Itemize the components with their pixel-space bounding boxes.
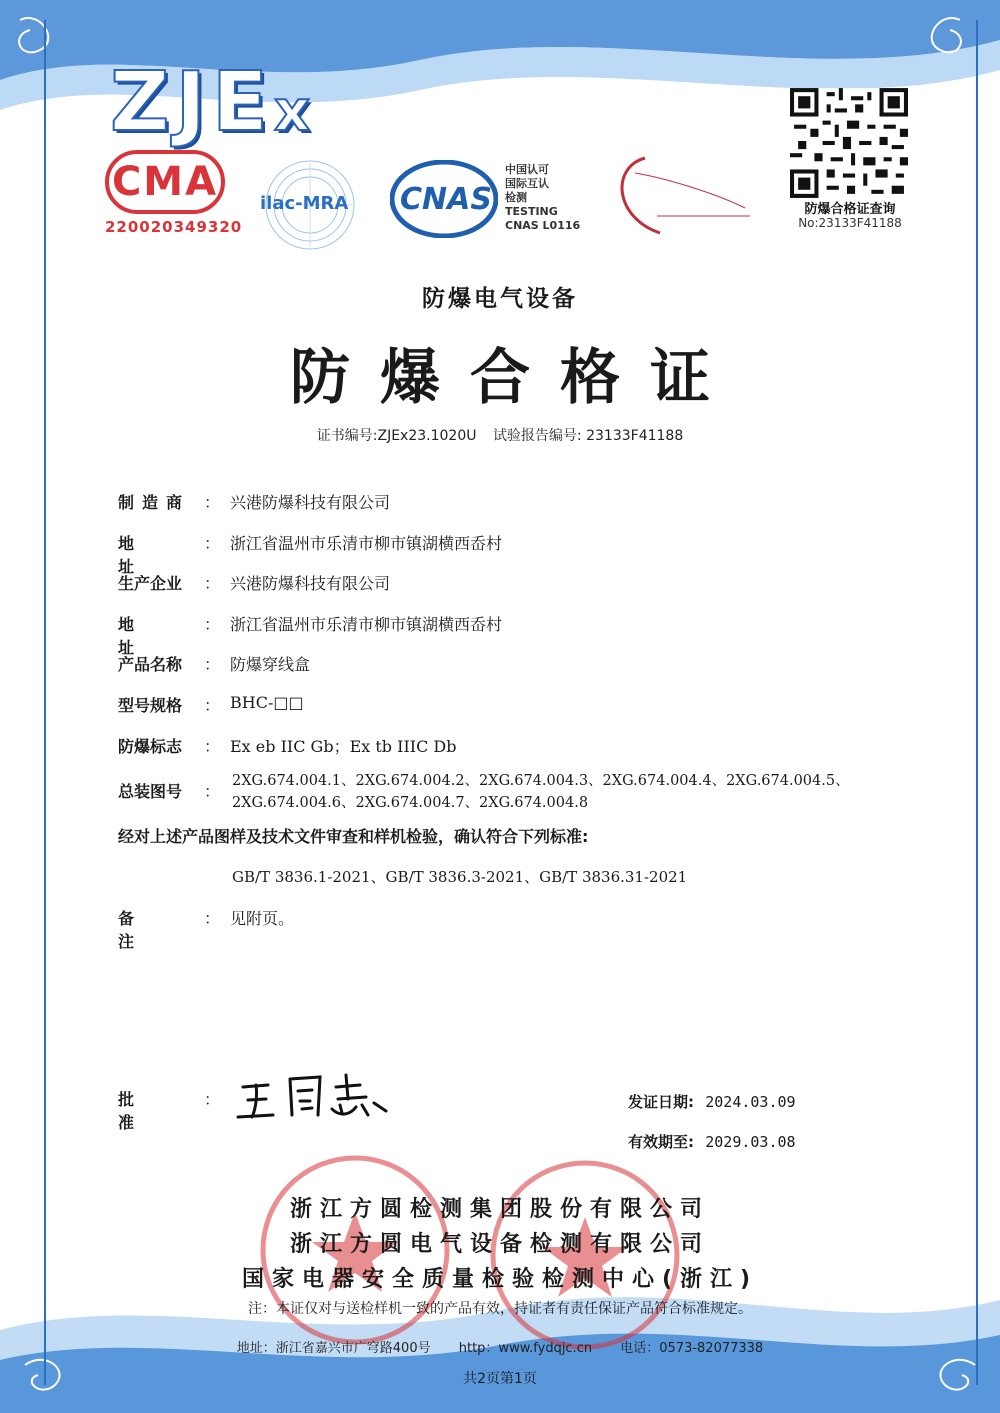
producer-row xyxy=(118,571,390,594)
footer-note: 注：本证仅对与送检样机一致的产品有效，持证者有责任保证产品符合标准规定。 xyxy=(248,1301,752,1317)
document-subtitle: 防爆电气设备 xyxy=(422,286,578,312)
drawing-row xyxy=(118,779,230,802)
colon: ： xyxy=(204,1090,221,1109)
drawing-line-1: 2XG.674.004.1、2XG.674.004.2、2XG.674.004.3、2XG.674.004.4、2XG.674.004.5、 xyxy=(232,773,850,789)
page-number: 共2页第1页 xyxy=(463,1371,537,1387)
colon: ： xyxy=(204,655,221,674)
valid-date-value: 2029.03.08 xyxy=(705,1133,796,1151)
issuer-2: 浙江方圆电气设备检测有限公司 xyxy=(289,1232,710,1257)
cnas-text: CNAS xyxy=(400,182,492,217)
address2-label: 地址 xyxy=(118,615,173,657)
standards-list: GB/T 3836.1-2021、GB/T 3836.3-2021、GB/T 3836.31-2021 xyxy=(232,868,688,886)
product-label: 产品名称 xyxy=(118,655,183,674)
address2-value: 浙江省温州市乐清市柳市镇湖横西岙村 xyxy=(230,615,503,634)
manufacturer-row xyxy=(118,490,390,513)
producer-value: 兴港防爆科技有限公司 xyxy=(230,574,391,593)
manufacturer-value: 兴港防爆科技有限公司 xyxy=(230,493,391,512)
drawing-numbers xyxy=(232,770,892,814)
address1-label: 地址 xyxy=(118,534,173,576)
ilac-mra-logo xyxy=(258,155,368,255)
ilac-text: ilac-MRA xyxy=(260,193,349,214)
certificate-number: 证书编号:ZJEx23.1020U xyxy=(316,428,477,444)
report-number: 试验报告编号: 23133F41188 xyxy=(492,428,684,444)
qr-code-icon[interactable] xyxy=(790,88,908,198)
approval-row xyxy=(118,1087,230,1133)
cnas-logo xyxy=(390,160,590,240)
footer-phone: 电话：0573-82077338 xyxy=(620,1341,764,1356)
ex-mark-value: Ex eb IIC Gb；Ex tb IIIC Db xyxy=(230,737,457,756)
issue-date-row xyxy=(628,1091,796,1112)
footer-address: 地址：浙江省嘉兴市广穹路400号 xyxy=(236,1341,431,1356)
footer-website-link[interactable]: http：www.fydqjc.cn xyxy=(458,1341,593,1356)
confirmation-statement: 经对上述产品图样及技术文件审查和样机检验，确认符合下列标准: xyxy=(118,827,589,846)
producer-label: 生产企业 xyxy=(118,574,183,593)
handwritten-signature xyxy=(228,1065,408,1125)
manufacturer-label: 制造商 xyxy=(118,493,191,512)
cnas-side-text: 中国认可 国际互认 检测 TESTING CNAS L0116 xyxy=(505,163,581,232)
colon: ： xyxy=(204,615,221,634)
zjex-brand-logo: ZJEx xyxy=(110,55,317,150)
valid-date-label: 有效期至: xyxy=(628,1133,694,1151)
colon: ： xyxy=(204,696,221,715)
cma-number: 220020349320 xyxy=(105,218,243,236)
product-value: 防爆穿线盒 xyxy=(230,655,311,674)
colon: ： xyxy=(204,909,221,928)
cma-logo xyxy=(105,150,243,250)
product-row xyxy=(118,652,310,675)
model-row xyxy=(118,693,304,716)
issuer-3: 国家电器安全质量检验检测中心(浙江) xyxy=(241,1267,759,1292)
issue-date-value: 2024.03.09 xyxy=(705,1093,796,1111)
ex-mark-label: 防爆标志 xyxy=(118,737,183,756)
colon: ： xyxy=(204,534,221,553)
approval-label: 批准 xyxy=(118,1090,173,1132)
qr-number: No:23133F41188 xyxy=(798,216,902,230)
colon: ： xyxy=(204,737,221,756)
colon: ： xyxy=(204,493,221,512)
remark-label: 备注 xyxy=(118,909,173,951)
colon: ： xyxy=(204,574,221,593)
remark-value: 见附页。 xyxy=(230,909,295,928)
certificate-number-line xyxy=(0,425,1000,445)
address1-value: 浙江省温州市乐清市柳市镇湖横西岙村 xyxy=(230,534,503,553)
model-label: 型号规格 xyxy=(118,696,183,715)
issuer-1: 浙江方圆检测集团股份有限公司 xyxy=(289,1197,710,1222)
qr-caption: 防爆合格证查询 xyxy=(804,202,896,217)
issue-date-label: 发证日期: xyxy=(628,1093,694,1111)
ex-mark-row xyxy=(118,734,457,757)
model-value: BHC-□□ xyxy=(230,693,304,712)
accreditation-arc-logo xyxy=(605,148,755,243)
drawing-label: 总装图号 xyxy=(118,782,183,801)
document-title: 防爆合格证 xyxy=(290,343,740,413)
colon: ： xyxy=(204,782,221,801)
cma-mark: CMA xyxy=(105,150,225,214)
remark-row xyxy=(118,906,294,952)
drawing-line-2: 2XG.674.004.6、2XG.674.004.7、2XG.674.004.8 xyxy=(232,795,589,811)
valid-date-row xyxy=(628,1131,796,1152)
footer-contact xyxy=(0,1337,1000,1356)
